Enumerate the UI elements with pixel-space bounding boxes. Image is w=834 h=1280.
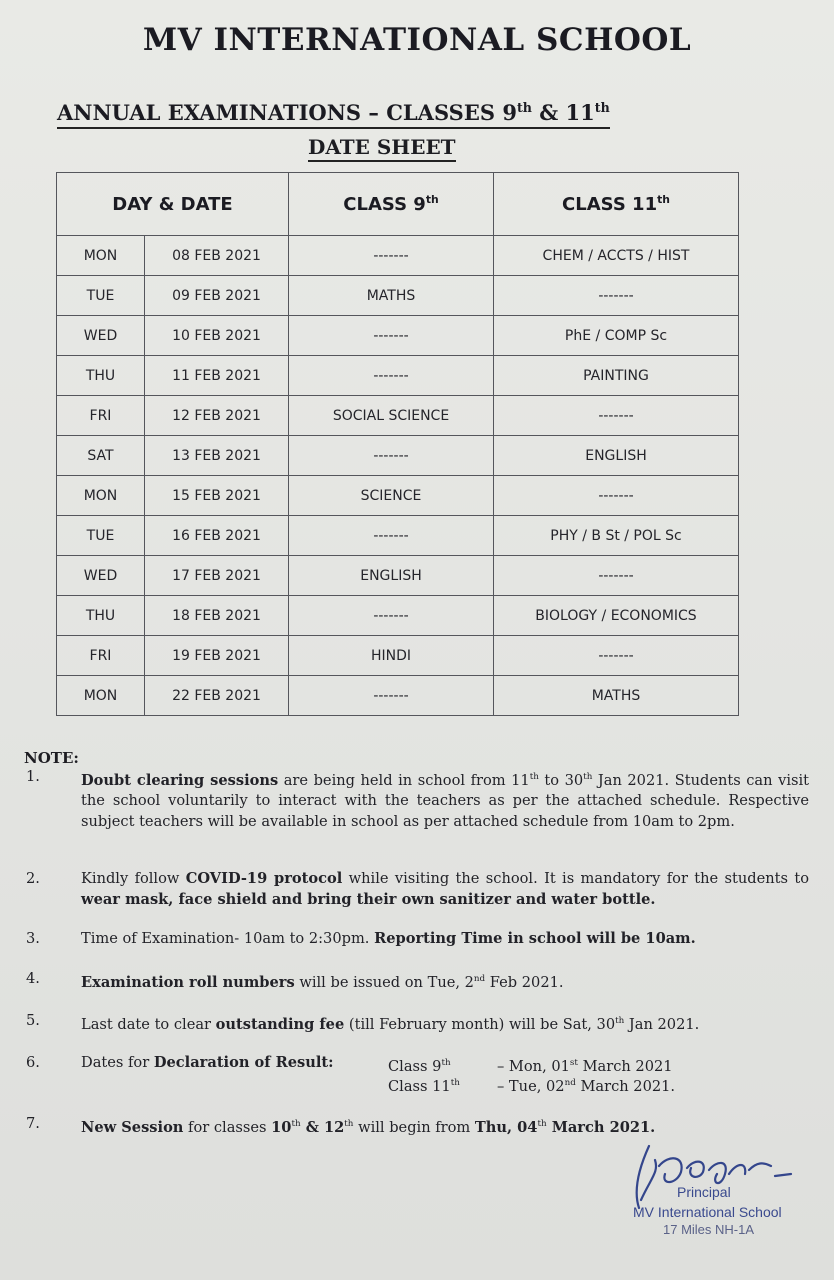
date-cell: 10 FEB 2021 [145,316,289,356]
note-number: 3. [26,930,40,947]
class-11-subject-cell: PhE / COMP Sc [494,316,739,356]
table-row [57,436,739,476]
table-row [57,556,739,596]
note-segment: (till February month) will be Sat, 30 [344,1015,616,1033]
class-11-header-ordinal: th [657,193,670,206]
table-row [57,236,739,276]
class-11-subject-cell: PAINTING [494,356,739,396]
note-number: 1. [26,768,40,785]
day-cell: SAT [57,436,145,476]
day-cell: THU [57,356,145,396]
class-9-header-text: CLASS 9 [343,194,426,215]
note-segment: to 30 [538,771,584,789]
note-3 [24,929,814,951]
note-bold: Doubt clearing sessions [81,771,279,789]
exam-title [57,100,610,129]
note-bold: New Session [81,1118,184,1136]
note-text [81,1114,809,1138]
day-cell: TUE [57,516,145,556]
note-bold: outstanding fee [215,1015,345,1033]
note-ordinal: th [529,772,539,782]
class-9-column-header [289,173,494,236]
note-2 [24,869,814,911]
class-9-subject-cell: ------- [289,236,494,276]
note-segment: Class 9 [388,1057,442,1075]
table-row [57,636,739,676]
note-number: 6. [26,1054,40,1071]
school-name: MV INTERNATIONAL SCHOOL [142,22,692,58]
note-bold: Reporting Time in school will be 10am. [374,930,696,947]
day-cell: MON [57,476,145,516]
note-segment: will begin from [353,1118,475,1136]
exam-title-prefix: ANNUAL EXAMINATIONS – CLASSES 9 [57,100,517,125]
result-date-class-11 [497,1073,675,1097]
class-11-header-text: CLASS 11 [562,194,658,215]
class-9-subject-cell: ENGLISH [289,556,494,596]
class-11-subject-cell: ------- [494,276,739,316]
note-segment: Jan 2021. [624,1015,700,1033]
note-segment: Time of Examination- 10am to 2:30pm. [81,930,375,947]
schedule-body [57,236,739,716]
day-cell: WED [57,316,145,356]
note-bold: Examination roll numbers [81,973,295,991]
class-11-subject-cell: ------- [494,636,739,676]
class-9-subject-cell: ------- [289,516,494,556]
note-segment: Kindly follow [81,870,186,887]
signature-address: 17 Miles NH-1A [663,1222,755,1237]
note-text [81,969,809,993]
table-row [57,396,739,436]
note-number: 2. [26,870,40,887]
table-row [57,476,739,516]
note-segment: – Tue, 02 [497,1077,565,1095]
note-segment: Last date to clear [81,1015,216,1033]
note-ordinal: th [344,1119,354,1129]
note-text [81,869,809,910]
date-cell: 08 FEB 2021 [145,236,289,276]
date-cell: 19 FEB 2021 [145,636,289,676]
class-11-subject-cell: MATHS [494,676,739,716]
note-bold: wear mask, face shield and bring their own sanitizer and water bottle. [81,890,656,908]
date-sheet-heading: DATE SHEET [308,135,456,162]
class-9-subject-cell: ------- [289,676,494,716]
class-9-subject-cell: HINDI [289,636,494,676]
note-bold: Thu, 04 [474,1118,538,1136]
class-11-subject-cell: ------- [494,396,739,436]
exam-title-ordinal-9: th [516,100,532,115]
date-cell: 12 FEB 2021 [145,396,289,436]
table-header-row [57,173,739,236]
note-4 [24,969,814,991]
note-number: 4. [26,970,40,987]
class-11-subject-cell: ------- [494,476,739,516]
day-cell: MON [57,676,145,716]
class-9-header-ordinal: th [425,193,439,206]
date-cell: 18 FEB 2021 [145,596,289,636]
class-9-subject-cell: SOCIAL SCIENCE [289,396,494,436]
note-6 [24,1053,814,1097]
note-segment: Class 11 [388,1077,451,1095]
class-11-subject-cell: CHEM / ACCTS / HIST [494,236,739,276]
note-ordinal: nd [564,1078,576,1088]
note-text [81,929,809,950]
class-11-subject-cell: ------- [494,556,739,596]
exam-title-ordinal-11: th [594,100,610,115]
class-9-subject-cell: SCIENCE [289,476,494,516]
note-label: NOTE: [24,749,79,767]
result-class-11 [388,1073,460,1097]
principal-signature-stamp [625,1138,815,1248]
date-cell: 15 FEB 2021 [145,476,289,516]
note-segment: Dates for [81,1054,154,1071]
note-1 [24,767,814,851]
note-segment: for classes [183,1118,272,1136]
exam-schedule-table [56,172,739,716]
note-ordinal: st [569,1058,578,1068]
table-row [57,276,739,316]
class-9-subject-cell: ------- [289,356,494,396]
note-segment: will be issued on Tue, 2 [294,973,474,991]
table-row [57,356,739,396]
class-11-subject-cell: BIOLOGY / ECONOMICS [494,596,739,636]
date-cell: 09 FEB 2021 [145,276,289,316]
note-ordinal: nd [473,974,486,984]
note-bold: March 2021. [546,1118,656,1136]
class-11-subject-cell: ENGLISH [494,436,739,476]
class-9-subject-cell: ------- [289,316,494,356]
note-segment: March 2021. [575,1077,676,1095]
date-cell: 17 FEB 2021 [145,556,289,596]
table-row [57,316,739,356]
exam-title-mid: & 11 [531,100,595,125]
table-row [57,676,739,716]
day-date-column-header: DAY & DATE [57,173,289,236]
note-ordinal: th [583,772,593,782]
class-11-subject-cell: PHY / B St / POL Sc [494,516,739,556]
note-7 [24,1114,814,1136]
note-segment: are being held in school from 11 [278,771,530,789]
note-bold: COVID-19 protocol [185,870,343,887]
note-segment: while visiting the school. It is mandatory for the students to [342,870,809,887]
date-cell: 13 FEB 2021 [145,436,289,476]
date-cell: 11 FEB 2021 [145,356,289,396]
note-bold: & 12 [300,1118,345,1136]
note-bold: Declaration of Result: [153,1054,334,1071]
class-9-subject-cell: ------- [289,596,494,636]
note-ordinal: th [615,1016,625,1026]
day-cell: MON [57,236,145,276]
note-segment: March 2021 [577,1057,673,1075]
day-cell: FRI [57,636,145,676]
class-9-subject-cell: MATHS [289,276,494,316]
note-segment: Feb 2021. [485,973,564,991]
note-number: 5. [26,1012,40,1029]
note-bold: 10 [271,1118,292,1136]
class-9-subject-cell: ------- [289,436,494,476]
note-segment: – Mon, 01 [497,1057,570,1075]
note-ordinal: th [537,1119,547,1129]
date-cell: 22 FEB 2021 [145,676,289,716]
day-cell: THU [57,596,145,636]
signature-school: MV International School [633,1204,782,1220]
table-row [57,516,739,556]
note-number: 7. [26,1115,40,1132]
note-ordinal: th [291,1119,301,1129]
note-text [81,767,809,832]
table-row [57,596,739,636]
date-cell: 16 FEB 2021 [145,516,289,556]
signature-title: Principal [677,1184,731,1200]
note-text [81,1011,809,1035]
note-ordinal: th [441,1058,451,1068]
day-cell: TUE [57,276,145,316]
day-cell: FRI [57,396,145,436]
result-label [81,1053,334,1074]
day-cell: WED [57,556,145,596]
note-5 [24,1011,814,1033]
note-ordinal: th [450,1078,460,1088]
class-11-column-header [494,173,739,236]
note-segment: Jan 2021. Students can visit the school voluntarily to interact with the teachers as per the attached schedule. Respective subject teachers will be available in school as per attached schedule from 10am to 2pm. [81,771,810,830]
